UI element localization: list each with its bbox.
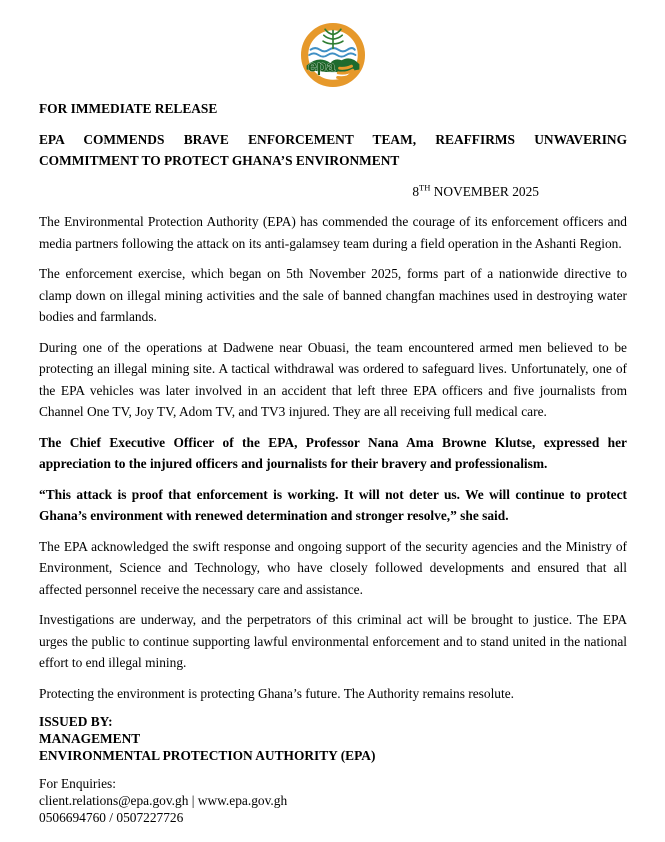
dateline [39, 181, 627, 203]
paragraph-acknowledgement: The EPA acknowledged the swift response and ongoing support of the security agencies and the Ministry of Environment, Science and Technology, who have closely followed developments and ensured that all affected personnel receive the necessary care and assistance. [39, 538, 627, 597]
epa-logo-graphic [300, 22, 366, 88]
enquiries-block [39, 775, 627, 826]
epa-ghana-logo-icon [300, 22, 366, 88]
enquiries-phones: 0506694760 / 0507227726 [39, 810, 184, 825]
issued-by-management: MANAGEMENT [39, 731, 141, 746]
logo-epa-text: epa [307, 58, 336, 76]
paragraph-enforcement-exercise: The enforcement exercise, which began on 5th November 2025, forms part of a nationwide directive to clamp down on illegal mining activities and the sale of banned changfan machines used in destroying water bodies and farmlands. [39, 266, 627, 324]
enquiries-label: For Enquiries: [39, 776, 116, 791]
paragraph-closing: Protecting the environment is protecting Ghana’s future. The Authority remains resolute. [39, 685, 515, 701]
date-ordinal: TH [419, 182, 431, 193]
paragraph-ceo-appreciation: The Chief Executive Officer of the EPA, Professor Nana Ama Browne Klutse, expressed her appreciation to the injured officers and journalists for their bravery and professionalism. [39, 434, 627, 471]
date-day: 8 [412, 183, 420, 199]
paragraph-incident: During one of the operations at Dadwene near Obuasi, the team encountered armed men believed to be protecting an illegal mining site. A tactical withdrawal was ordered to safeguard lives. Unfortunately, one of the EPA vehicles was later involved in an accident that left three EPA officers and five journalists from Channel One TV, Joy TV, Adom TV, and TV3 injured. They are all receiving full medical care. [39, 339, 627, 419]
paragraph-ceo-quote: “This attack is proof that enforcement is working. It will not deter us. We will continue to protect Ghana’s environment with renewed determination and stronger resolve,” she said. [39, 486, 627, 523]
release-label: FOR IMMEDIATE RELEASE [39, 101, 218, 116]
paragraph-lead: The Environmental Protection Authority (EPA) has commended the courage of its enforcement officers and media partners following the attack on its anti-galamsey team during a field operation in the Ashanti Region. [39, 214, 627, 251]
date-rest: NOVEMBER 2025 [430, 183, 539, 199]
issued-by-label: ISSUED BY: [39, 714, 113, 729]
headline: EPA COMMENDS BRAVE ENFORCEMENT TEAM, REAFFIRMS UNWAVERING COMMITMENT TO PROTECT GHANA’S ENVIRONMENT [39, 131, 627, 168]
paragraph-investigations: Investigations are underway, and the perpetrators of this criminal act will be brought to justice. The EPA urges the public to continue supporting lawful environmental enforcement and to stand united in the national effort to end illegal mining. [39, 612, 627, 670]
issued-by-block [39, 713, 627, 764]
enquiries-email-website: client.relations@epa.gov.gh | www.epa.gov.gh [39, 793, 288, 808]
issued-by-authority: ENVIRONMENTAL PROTECTION AUTHORITY (EPA) [39, 748, 376, 763]
